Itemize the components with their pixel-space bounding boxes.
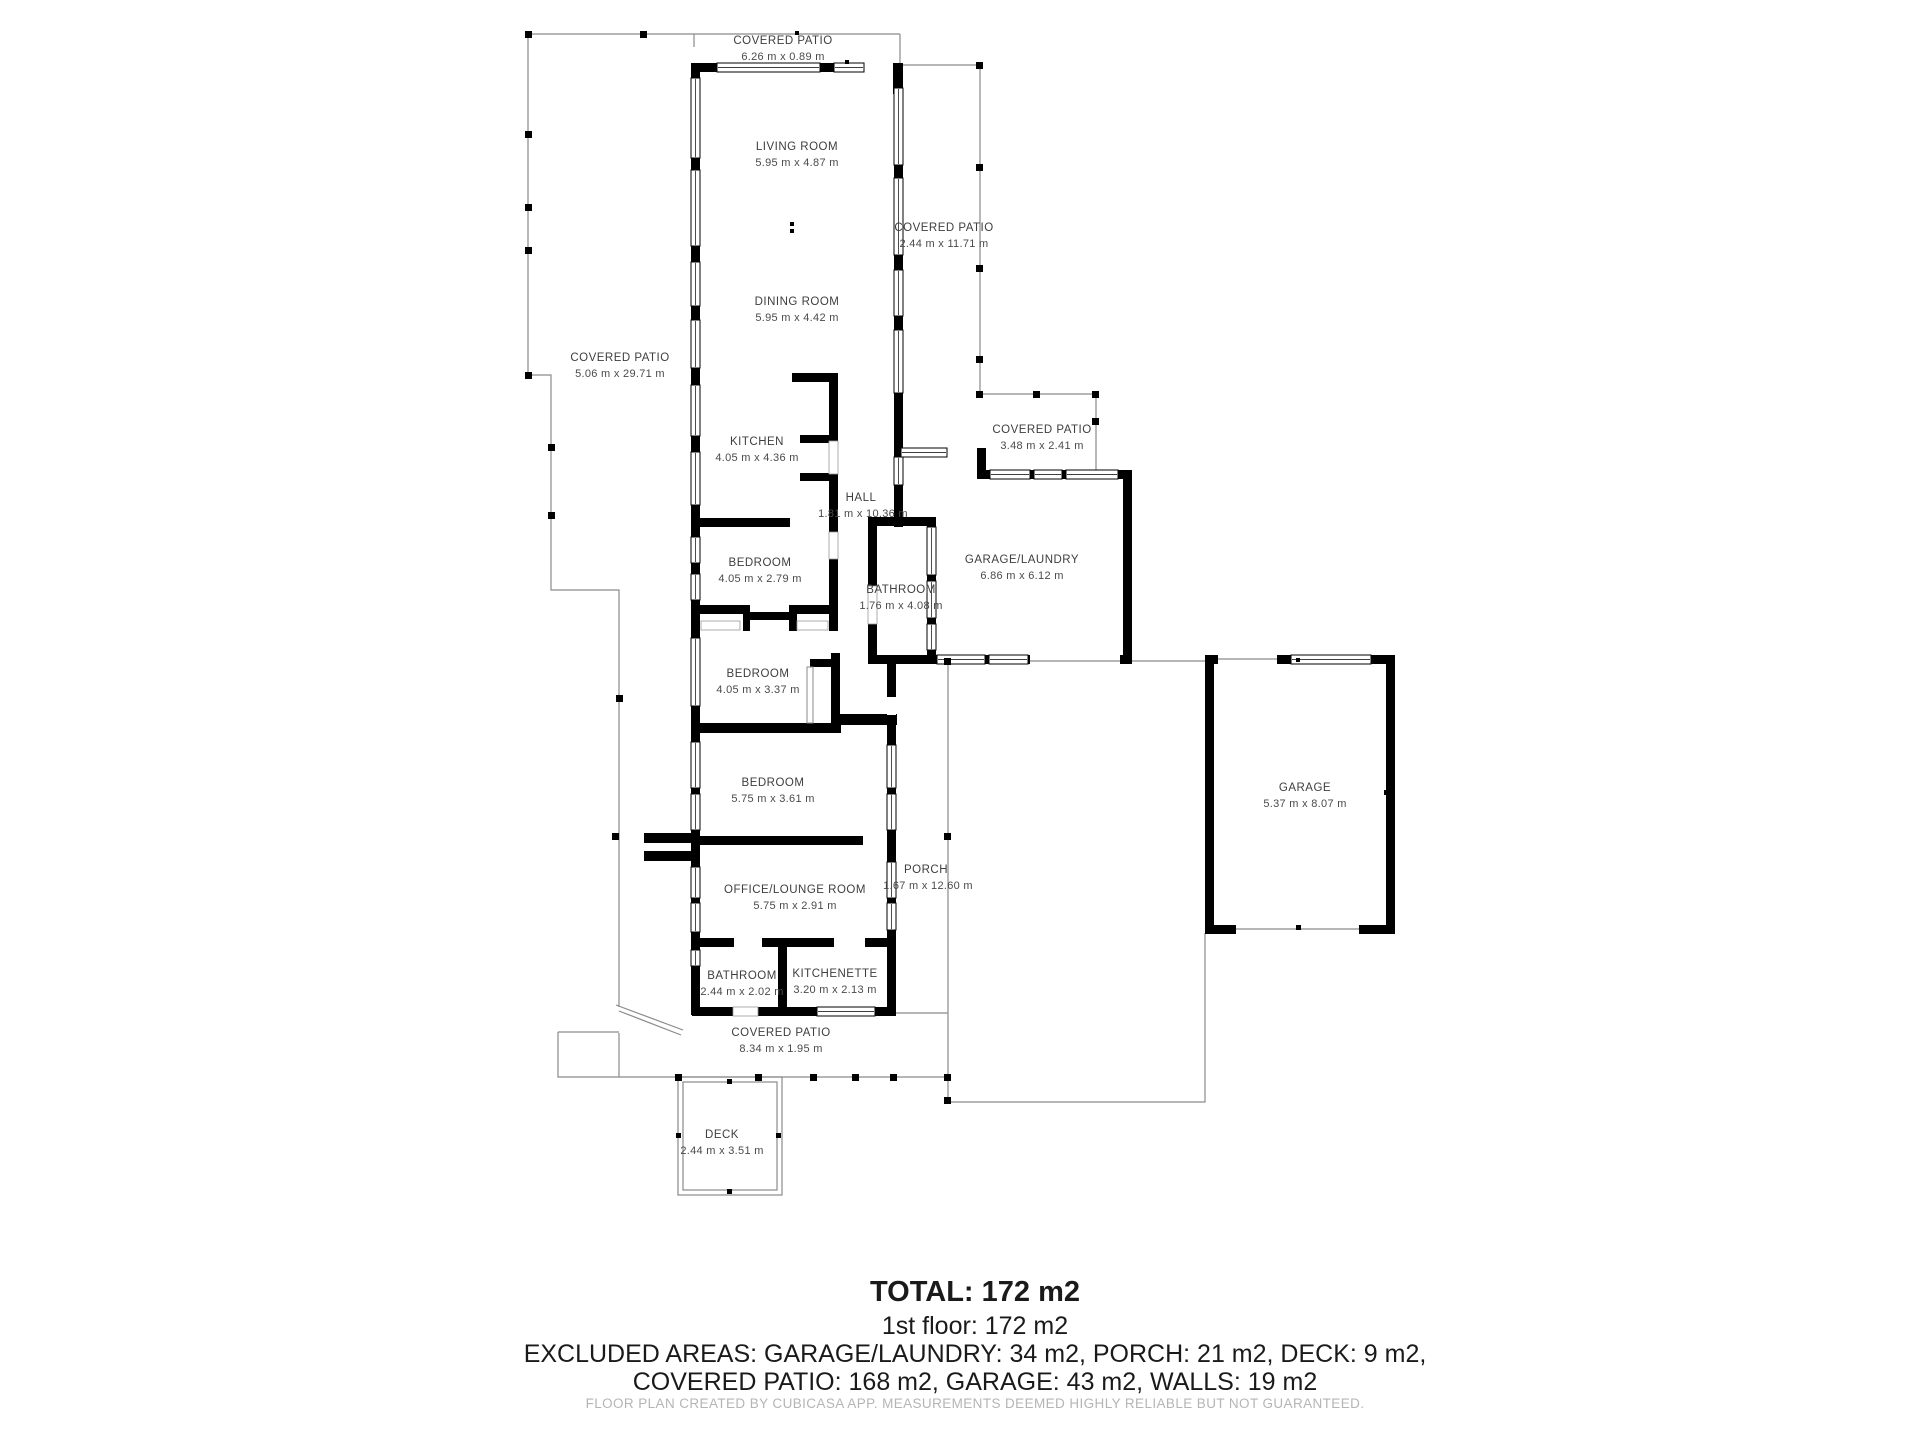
total-area: TOTAL: 172 m2 <box>869 1276 1081 1308</box>
svg-text:4.05 m x 4.36 m: 4.05 m x 4.36 m <box>715 452 799 464</box>
svg-text:2.44 m x 3.51 m: 2.44 m x 3.51 m <box>680 1145 764 1157</box>
svg-text:HALL: HALL <box>845 492 877 504</box>
room-label-bedroom-2 <box>716 668 799 696</box>
room-label-dining-room <box>755 296 840 324</box>
room-label-covered-patio-left <box>570 352 669 380</box>
svg-text:GARAGE: GARAGE <box>1278 782 1332 794</box>
room-label-living-room <box>755 141 838 169</box>
walls-layer <box>644 63 1395 1016</box>
svg-text:5.75 m x 2.91 m: 5.75 m x 2.91 m <box>753 900 837 912</box>
svg-text:6.86 m x 6.12 m: 6.86 m x 6.12 m <box>980 570 1064 582</box>
area-summary <box>0 1278 1920 1396</box>
svg-text:6.26 m x 0.89 m: 6.26 m x 0.89 m <box>741 51 825 63</box>
disclaimer-text: FLOOR PLAN CREATED BY CUBICASA APP. MEASUREMENTS DEEMED HIGHLY RELIABLE BUT NOT GUARANTEED. <box>585 1396 1365 1411</box>
svg-text:KITCHENETTE: KITCHENETTE <box>792 968 878 980</box>
room-label-garage <box>1263 782 1346 810</box>
svg-text:BEDROOM: BEDROOM <box>726 668 790 680</box>
room-label-covered-patio-top <box>733 35 832 63</box>
svg-text:PORCH: PORCH <box>903 864 949 876</box>
room-label-covered-patio-bottom <box>731 1027 830 1055</box>
svg-text:OFFICE/LOUNGE ROOM: OFFICE/LOUNGE ROOM <box>724 884 866 896</box>
svg-text:2.44 m x 2.02 m: 2.44 m x 2.02 m <box>700 986 784 998</box>
svg-text:1.76 m x 4.08 m: 1.76 m x 4.08 m <box>859 600 943 612</box>
excluded-areas-1: EXCLUDED AREAS: GARAGE/LAUNDRY: 34 m2, PORCH: 21 m2, DECK: 9 m2, <box>523 1340 1427 1368</box>
svg-text:COVERED PATIO: COVERED PATIO <box>733 35 833 47</box>
room-label-bathroom-2 <box>700 970 783 998</box>
ceiling-fixture-icon <box>790 222 794 226</box>
svg-text:5.37 m x 8.07 m: 5.37 m x 8.07 m <box>1263 798 1347 810</box>
svg-text:BEDROOM: BEDROOM <box>728 557 792 569</box>
svg-text:DINING ROOM: DINING ROOM <box>754 296 840 308</box>
svg-text:BEDROOM: BEDROOM <box>741 777 805 789</box>
svg-text:1.81 m x 10.36 m: 1.81 m x 10.36 m <box>818 508 908 520</box>
svg-text:4.05 m x 3.37 m: 4.05 m x 3.37 m <box>716 684 800 696</box>
svg-text:LIVING ROOM: LIVING ROOM <box>755 141 839 153</box>
room-label-garage-laundry <box>965 554 1079 582</box>
room-label-covered-patio-garage <box>992 424 1091 452</box>
svg-text:3.48 m x 2.41 m: 3.48 m x 2.41 m <box>1000 440 1084 452</box>
excluded-areas-2: COVERED PATIO: 168 m2, GARAGE: 43 m2, WALLS: 19 m2 <box>632 1368 1318 1396</box>
room-label-kitchenette <box>792 968 877 996</box>
svg-text:5.95 m x 4.42 m: 5.95 m x 4.42 m <box>755 312 839 324</box>
svg-text:5.75 m x 3.61 m: 5.75 m x 3.61 m <box>731 793 815 805</box>
svg-text:1.67 m x 12.60 m: 1.67 m x 12.60 m <box>883 880 973 892</box>
svg-text:BATHROOM: BATHROOM <box>707 970 777 982</box>
svg-text:5.06 m x 29.71 m: 5.06 m x 29.71 m <box>575 368 665 380</box>
svg-text:DECK: DECK <box>705 1129 739 1141</box>
svg-text:3.20 m x 2.13 m: 3.20 m x 2.13 m <box>793 984 877 996</box>
room-label-deck <box>680 1129 763 1157</box>
svg-text:COVERED PATIO: COVERED PATIO <box>731 1027 831 1039</box>
svg-text:COVERED PATIO: COVERED PATIO <box>992 424 1092 436</box>
svg-text:4.05 m x 2.79 m: 4.05 m x 2.79 m <box>718 573 802 585</box>
svg-text:5.95 m x 4.87 m: 5.95 m x 4.87 m <box>755 157 839 169</box>
svg-text:COVERED PATIO: COVERED PATIO <box>570 352 670 364</box>
room-label-bedroom-3 <box>731 777 814 805</box>
room-label-porch <box>883 864 973 892</box>
room-label-bedroom-1 <box>718 557 801 585</box>
room-label-kitchen <box>715 436 798 464</box>
floor-area: 1st floor: 172 m2 <box>881 1312 1069 1340</box>
svg-text:8.34 m x 1.95 m: 8.34 m x 1.95 m <box>739 1043 823 1055</box>
patio-outlines-layer <box>528 34 1359 1195</box>
room-label-covered-patio-right <box>894 222 993 250</box>
room-label-office-lounge <box>724 884 866 912</box>
svg-text:BATHROOM: BATHROOM <box>866 584 936 596</box>
svg-text:COVERED PATIO: COVERED PATIO <box>894 222 994 234</box>
svg-text:2.44 m x 11.71 m: 2.44 m x 11.71 m <box>899 238 989 250</box>
windows-layer <box>691 63 1371 1016</box>
svg-text:KITCHEN: KITCHEN <box>730 436 784 448</box>
svg-text:GARAGE/LAUNDRY: GARAGE/LAUNDRY <box>964 554 1080 566</box>
labels-layer <box>570 35 1346 1157</box>
